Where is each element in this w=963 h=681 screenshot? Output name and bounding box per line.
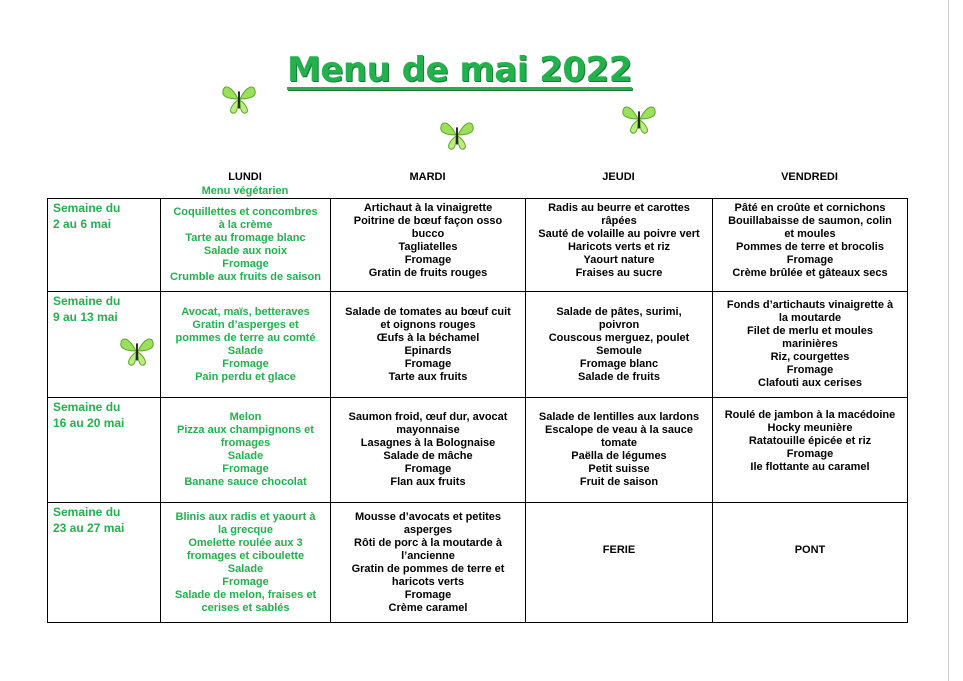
menu-line: Petit suisse: [588, 463, 650, 475]
menu-line: Fromage: [404, 588, 452, 601]
menu-line: mayonnaise: [396, 424, 460, 436]
menu-line: Filet de merlu et moules: [747, 325, 873, 337]
menu-line: Tagliatelles: [398, 241, 458, 253]
menu-line: Salade: [227, 562, 264, 575]
menu-line: Fraises au sucre: [575, 267, 663, 279]
menu-cell: [713, 398, 907, 502]
menu-line: Œufs à la béchamel: [376, 331, 480, 344]
menu-cell: [161, 292, 330, 397]
menu-line: Haricots verts et riz: [567, 241, 671, 253]
header-mardi: MARDI: [409, 171, 446, 183]
page-title: Menu de mai 2022: [287, 50, 632, 90]
menu-line: Hocky meunière: [767, 422, 853, 434]
menu-line: à la crème: [218, 219, 273, 231]
week-label-2: Semaine du 9 au 13 mai: [53, 294, 121, 324]
menu-line: Fonds d’artichauts vinaigrette à: [726, 299, 894, 311]
menu-line: Couscous merguez, poulet: [548, 331, 690, 344]
menu-line: Lasagnes à la Bolognaise: [360, 437, 496, 449]
menu-line: Roulé de jambon à la macédoine: [724, 409, 896, 421]
menu-line: Crème caramel: [388, 601, 468, 614]
menu-line: Ratatouille épicée et riz: [748, 435, 872, 447]
menu-line: Fromage: [222, 575, 269, 588]
header-lundi: [160, 171, 330, 197]
header-lundi-subtitle: Menu végétarien: [201, 185, 289, 197]
week-label-1: Semaine du 2 au 6 mai: [53, 201, 121, 231]
menu-line: Fromage: [222, 357, 269, 370]
menu-line: marinières: [782, 338, 838, 350]
menu-line: Riz, courgettes: [770, 351, 850, 363]
menu-line: Mousse d’avocats et petites: [354, 510, 502, 523]
menu-line: tomate: [600, 437, 638, 449]
menu-line: râpées: [601, 215, 637, 227]
menu-cell: [526, 199, 712, 291]
menu-line: Sauté de volaille au poivre vert: [538, 228, 700, 240]
butterfly-icon: [620, 100, 658, 138]
menu-line: Avocat, maïs, betteraves: [181, 305, 310, 318]
menu-line: fromages: [220, 437, 271, 449]
menu-cell: [331, 503, 525, 622]
menu-line: Rôti de porc à la moutarde à: [354, 536, 502, 549]
table-rule: [47, 622, 908, 623]
menu-line: poivron: [598, 318, 640, 331]
menu-line: Crumble aux fruits de saison: [170, 271, 321, 283]
menu-line: Fromage: [786, 448, 834, 460]
menu-line: Fromage: [404, 357, 452, 370]
table-rule: [907, 198, 908, 623]
menu-line: Omelette roulée aux 3: [188, 536, 303, 549]
page-edge-line: [948, 0, 949, 681]
butterfly-icon: [118, 332, 156, 370]
menu-cell: [331, 199, 525, 291]
menu-cell: [713, 503, 907, 598]
menu-line: Salade de pâtes, surimi,: [556, 305, 682, 318]
menu-line: Fromage: [404, 254, 452, 266]
menu-line: Clafouti aux cerises: [758, 377, 862, 389]
menu-line: Salade: [227, 344, 264, 357]
header-lundi-label: LUNDI: [228, 171, 262, 183]
menu-line: l’ancienne: [401, 549, 455, 562]
menu-line: Pizza aux champignons et: [177, 424, 314, 436]
header-jeudi: JEUDI: [602, 171, 635, 183]
menu-line: Pommes de terre et brocolis: [736, 241, 884, 253]
menu-line: bucco: [411, 228, 445, 240]
menu-line: Crème brûlée et gâteaux secs: [732, 267, 888, 279]
menu-cell: [161, 503, 330, 622]
menu-line: Radis au beurre et carottes: [548, 202, 690, 214]
menu-line: Fromage: [222, 463, 269, 475]
menu-line: asperges: [403, 523, 453, 536]
menu-cell: [161, 199, 330, 291]
menu-cell: [331, 398, 525, 502]
menu-line: Semoule: [596, 344, 642, 357]
menu-line: Gratin d’asperges et: [192, 318, 299, 331]
menu-line: Blinis aux radis et yaourt à: [175, 510, 316, 523]
menu-cell: [331, 292, 525, 397]
menu-line: Flan aux fruits: [390, 476, 466, 488]
menu-line: Salade de lentilles aux lardons: [538, 411, 700, 423]
menu-line: Pain perdu et glace: [195, 370, 296, 383]
menu-line: Salade de fruits: [578, 370, 660, 383]
menu-line: fromages et ciboulette: [186, 549, 305, 562]
menu-line: la grecque: [217, 523, 274, 536]
menu-line: Escalope de veau à la sauce: [545, 424, 693, 436]
menu-cell: [713, 199, 907, 291]
menu-line: la moutarde: [778, 312, 842, 324]
menu-cell: [161, 398, 330, 502]
menu-line: Fromage: [404, 463, 452, 475]
menu-line: Ile flottante au caramel: [750, 461, 870, 473]
menu-cell: [713, 292, 907, 397]
menu-line: Salade de melon, fraises et: [174, 588, 317, 601]
menu-line: Banane sauce chocolat: [184, 476, 307, 488]
menu-line: Melon: [229, 411, 262, 423]
menu-line: Paëlla de légumes: [571, 450, 667, 462]
menu-cell: [526, 398, 712, 502]
menu-line: Fromage: [222, 258, 269, 270]
menu-line: FERIE: [602, 544, 636, 556]
menu-line: Fromage blanc: [579, 357, 659, 370]
menu-line: Salade: [227, 450, 264, 462]
menu-cell: [526, 292, 712, 397]
menu-line: Epinards: [404, 344, 452, 357]
menu-line: Fromage: [786, 254, 834, 266]
header-vendredi: VENDREDI: [781, 171, 838, 183]
menu-line: Poitrine de bœuf façon osso: [353, 215, 503, 227]
menu-line: Salade de tomates au bœuf cuit: [345, 305, 511, 318]
menu-line: Gratin de pommes de terre et: [351, 562, 505, 575]
menu-line: Salade de mâche: [383, 450, 473, 462]
menu-line: Fromage: [786, 364, 834, 376]
menu-line: et moules: [784, 228, 836, 240]
menu-line: Tarte aux fruits: [388, 370, 468, 383]
table-rule: [47, 198, 48, 623]
menu-line: Tarte au fromage blanc: [185, 232, 306, 244]
menu-line: Pâté en croûte et cornichons: [734, 202, 886, 214]
menu-line: Saumon froid, œuf dur, avocat: [348, 411, 508, 423]
menu-line: Fruit de saison: [579, 476, 659, 488]
menu-line: Coquillettes et concombres: [173, 206, 318, 218]
menu-line: Gratin de fruits rouges: [368, 267, 488, 279]
menu-cell: [526, 503, 712, 598]
butterfly-icon: [220, 80, 258, 118]
week-label-3: Semaine du 16 au 20 mai: [53, 400, 125, 430]
menu-line: Yaourt nature: [583, 254, 655, 266]
butterfly-icon: [438, 116, 476, 154]
week-label-4: Semaine du 23 au 27 mai: [53, 505, 125, 535]
menu-line: cerises et sablés: [201, 601, 290, 614]
menu-line: pommes de terre au comté: [175, 331, 316, 344]
menu-line: et oignons rouges: [380, 318, 476, 331]
menu-line: haricots verts: [391, 575, 465, 588]
menu-line: Bouillabaisse de saumon, colin: [728, 215, 892, 227]
menu-line: Artichaut à la vinaigrette: [363, 202, 493, 214]
menu-line: Salade aux noix: [203, 245, 288, 257]
menu-line: PONT: [794, 544, 826, 556]
